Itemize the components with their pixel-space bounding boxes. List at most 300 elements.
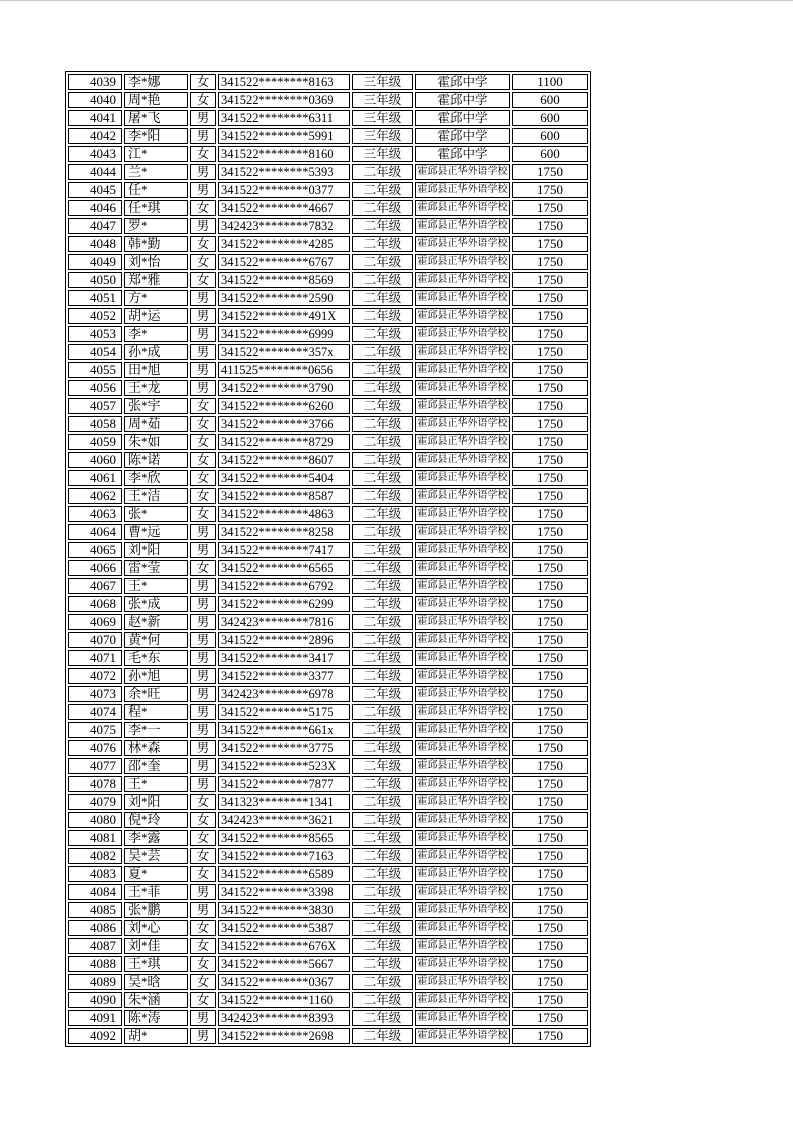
seq-cell: 4082: [68, 848, 122, 864]
gender-cell: 男: [190, 164, 216, 180]
seq-cell: 4085: [68, 902, 122, 918]
amount-cell: 1750: [512, 794, 588, 810]
gender-cell: 女: [190, 992, 216, 1008]
name-cell: 程*: [124, 704, 188, 720]
school-cell: 霍邱县正华外语学校: [415, 920, 510, 936]
seq-cell: 4066: [68, 560, 122, 576]
gender-cell: 女: [190, 866, 216, 882]
name-cell: 周*艳: [124, 92, 188, 108]
grade-cell: 二年级: [352, 218, 413, 234]
gender-cell: 女: [190, 938, 216, 954]
name-cell: 张*成: [124, 596, 188, 612]
seq-cell: 4063: [68, 506, 122, 522]
name-cell: 刘*阳: [124, 542, 188, 558]
grade-cell: 三年级: [352, 74, 413, 90]
gender-cell: 女: [190, 236, 216, 252]
school-cell: 霍邱县正华外语学校: [415, 992, 510, 1008]
school-cell: 霍邱县正华外语学校: [415, 632, 510, 648]
grade-cell: 二年级: [352, 326, 413, 342]
gender-cell: 男: [190, 884, 216, 900]
school-cell: 霍邱县正华外语学校: [415, 308, 510, 324]
amount-cell: 1750: [512, 398, 588, 414]
school-cell: 霍邱中学: [415, 146, 510, 162]
school-cell: 霍邱县正华外语学校: [415, 956, 510, 972]
gender-cell: 女: [190, 830, 216, 846]
name-cell: 倪*玲: [124, 812, 188, 828]
amount-cell: 600: [512, 92, 588, 108]
seq-cell: 4065: [68, 542, 122, 558]
amount-cell: 1750: [512, 578, 588, 594]
seq-cell: 4056: [68, 380, 122, 396]
seq-cell: 4046: [68, 200, 122, 216]
amount-cell: 1750: [512, 866, 588, 882]
amount-cell: 1750: [512, 1010, 588, 1026]
gender-cell: 男: [190, 290, 216, 306]
school-cell: 霍邱县正华外语学校: [415, 884, 510, 900]
gender-cell: 女: [190, 506, 216, 522]
id-number-cell: 341522********4285: [218, 236, 350, 252]
table-row: [68, 434, 588, 450]
seq-cell: 4047: [68, 218, 122, 234]
grade-cell: 二年级: [352, 488, 413, 504]
page-top-edge: [0, 0, 793, 1]
id-number-cell: 341522********676X: [218, 938, 350, 954]
school-cell: 霍邱县正华外语学校: [415, 200, 510, 216]
id-number-cell: 341522********6999: [218, 326, 350, 342]
school-cell: 霍邱县正华外语学校: [415, 182, 510, 198]
name-cell: 雷*莹: [124, 560, 188, 576]
amount-cell: 1750: [512, 992, 588, 1008]
gender-cell: 男: [190, 740, 216, 756]
school-cell: 霍邱县正华外语学校: [415, 1028, 510, 1044]
gender-cell: 男: [190, 614, 216, 630]
name-cell: 李*: [124, 326, 188, 342]
name-cell: 朱*涵: [124, 992, 188, 1008]
id-number-cell: 342423********8393: [218, 1010, 350, 1026]
id-number-cell: 341522********491X: [218, 308, 350, 324]
id-number-cell: 342423********3621: [218, 812, 350, 828]
id-number-cell: 341522********357x: [218, 344, 350, 360]
grade-cell: 二年级: [352, 380, 413, 396]
seq-cell: 4041: [68, 110, 122, 126]
table-row: [68, 884, 588, 900]
grade-cell: 二年级: [352, 956, 413, 972]
table-row: [68, 812, 588, 828]
name-cell: 李*露: [124, 830, 188, 846]
name-cell: 朱*如: [124, 434, 188, 450]
table-row: [68, 164, 588, 180]
grade-cell: 二年级: [352, 434, 413, 450]
amount-cell: 1750: [512, 236, 588, 252]
name-cell: 余*旺: [124, 686, 188, 702]
name-cell: 毛*东: [124, 650, 188, 666]
amount-cell: 1750: [512, 488, 588, 504]
gender-cell: 男: [190, 524, 216, 540]
amount-cell: 1750: [512, 182, 588, 198]
table-row: [68, 524, 588, 540]
gender-cell: 女: [190, 920, 216, 936]
seq-cell: 4087: [68, 938, 122, 954]
id-number-cell: 341522********0367: [218, 974, 350, 990]
school-cell: 霍邱县正华外语学校: [415, 974, 510, 990]
grade-cell: 二年级: [352, 992, 413, 1008]
name-cell: 黄*何: [124, 632, 188, 648]
table-row: [68, 182, 588, 198]
name-cell: 王*龙: [124, 380, 188, 396]
gender-cell: 女: [190, 848, 216, 864]
school-cell: 霍邱县正华外语学校: [415, 614, 510, 630]
seq-cell: 4076: [68, 740, 122, 756]
name-cell: 田*旭: [124, 362, 188, 378]
grade-cell: 二年级: [352, 938, 413, 954]
table-row: [68, 272, 588, 288]
table-row: [68, 848, 588, 864]
amount-cell: 1750: [512, 524, 588, 540]
amount-cell: 1750: [512, 938, 588, 954]
amount-cell: 1750: [512, 956, 588, 972]
id-number-cell: 341522********1160: [218, 992, 350, 1008]
seq-cell: 4090: [68, 992, 122, 1008]
name-cell: 罗*: [124, 218, 188, 234]
seq-cell: 4049: [68, 254, 122, 270]
table-row: [68, 128, 588, 144]
table-row: [68, 290, 588, 306]
id-number-cell: 341522********2698: [218, 1028, 350, 1044]
seq-cell: 4057: [68, 398, 122, 414]
gender-cell: 男: [190, 182, 216, 198]
school-cell: 霍邱县正华外语学校: [415, 524, 510, 540]
id-number-cell: 341522********8729: [218, 434, 350, 450]
grade-cell: 二年级: [352, 650, 413, 666]
school-cell: 霍邱县正华外语学校: [415, 776, 510, 792]
seq-cell: 4061: [68, 470, 122, 486]
amount-cell: 1750: [512, 758, 588, 774]
name-cell: 郑*雅: [124, 272, 188, 288]
id-number-cell: 341522********8163: [218, 74, 350, 90]
id-number-cell: 341522********523X: [218, 758, 350, 774]
table-row: [68, 1028, 588, 1044]
grade-cell: 二年级: [352, 830, 413, 846]
amount-cell: 1750: [512, 902, 588, 918]
school-cell: 霍邱县正华外语学校: [415, 1010, 510, 1026]
amount-cell: 1750: [512, 848, 588, 864]
school-cell: 霍邱县正华外语学校: [415, 758, 510, 774]
grade-cell: 二年级: [352, 560, 413, 576]
name-cell: 赵*新: [124, 614, 188, 630]
grade-cell: 三年级: [352, 92, 413, 108]
amount-cell: 1750: [512, 776, 588, 792]
grade-cell: 二年级: [352, 182, 413, 198]
gender-cell: 女: [190, 470, 216, 486]
amount-cell: 1750: [512, 218, 588, 234]
seq-cell: 4064: [68, 524, 122, 540]
name-cell: 方*: [124, 290, 188, 306]
grade-cell: 二年级: [352, 902, 413, 918]
seq-cell: 4039: [68, 74, 122, 90]
gender-cell: 男: [190, 650, 216, 666]
seq-cell: 4059: [68, 434, 122, 450]
id-number-cell: 341522********4667: [218, 200, 350, 216]
amount-cell: 600: [512, 146, 588, 162]
name-cell: 任*琪: [124, 200, 188, 216]
school-cell: 霍邱县正华外语学校: [415, 686, 510, 702]
gender-cell: 男: [190, 1028, 216, 1044]
amount-cell: 1750: [512, 308, 588, 324]
name-cell: 张*宇: [124, 398, 188, 414]
grade-cell: 二年级: [352, 1028, 413, 1044]
amount-cell: 1750: [512, 740, 588, 756]
amount-cell: 1750: [512, 290, 588, 306]
table-row: [68, 974, 588, 990]
table-row: [68, 146, 588, 162]
seq-cell: 4070: [68, 632, 122, 648]
school-cell: 霍邱县正华外语学校: [415, 344, 510, 360]
id-number-cell: 341522********6565: [218, 560, 350, 576]
amount-cell: 1750: [512, 164, 588, 180]
grade-cell: 二年级: [352, 308, 413, 324]
table-row: [68, 380, 588, 396]
id-number-cell: 341522********6299: [218, 596, 350, 612]
name-cell: 王*琪: [124, 956, 188, 972]
seq-cell: 4042: [68, 128, 122, 144]
school-cell: 霍邱县正华外语学校: [415, 902, 510, 918]
school-cell: 霍邱县正华外语学校: [415, 290, 510, 306]
grade-cell: 二年级: [352, 344, 413, 360]
grade-cell: 二年级: [352, 452, 413, 468]
gender-cell: 男: [190, 902, 216, 918]
table-row: [68, 776, 588, 792]
gender-cell: 女: [190, 488, 216, 504]
school-cell: 霍邱县正华外语学校: [415, 848, 510, 864]
id-number-cell: 341522********3417: [218, 650, 350, 666]
id-number-cell: 342423********7816: [218, 614, 350, 630]
school-cell: 霍邱中学: [415, 92, 510, 108]
name-cell: 王*菲: [124, 884, 188, 900]
seq-cell: 4055: [68, 362, 122, 378]
gender-cell: 男: [190, 722, 216, 738]
school-cell: 霍邱县正华外语学校: [415, 380, 510, 396]
id-number-cell: 341323********1341: [218, 794, 350, 810]
school-cell: 霍邱县正华外语学校: [415, 578, 510, 594]
seq-cell: 4062: [68, 488, 122, 504]
table-row: [68, 578, 588, 594]
seq-cell: 4068: [68, 596, 122, 612]
grade-cell: 二年级: [352, 740, 413, 756]
table-row: [68, 416, 588, 432]
seq-cell: 4088: [68, 956, 122, 972]
seq-cell: 4040: [68, 92, 122, 108]
grade-cell: 二年级: [352, 1010, 413, 1026]
grade-cell: 二年级: [352, 236, 413, 252]
gender-cell: 男: [190, 704, 216, 720]
student-roster-table: [65, 71, 591, 1047]
school-cell: 霍邱县正华外语学校: [415, 452, 510, 468]
grade-cell: 二年级: [352, 974, 413, 990]
school-cell: 霍邱中学: [415, 74, 510, 90]
amount-cell: 1750: [512, 326, 588, 342]
id-number-cell: 341522********0369: [218, 92, 350, 108]
table-row: [68, 74, 588, 90]
table-body: [68, 74, 588, 1044]
id-number-cell: 341522********3775: [218, 740, 350, 756]
amount-cell: 1750: [512, 452, 588, 468]
table-row: [68, 110, 588, 126]
school-cell: 霍邱中学: [415, 110, 510, 126]
id-number-cell: 341522********8569: [218, 272, 350, 288]
grade-cell: 二年级: [352, 848, 413, 864]
seq-cell: 4048: [68, 236, 122, 252]
amount-cell: 1750: [512, 668, 588, 684]
school-cell: 霍邱县正华外语学校: [415, 362, 510, 378]
name-cell: 刘*心: [124, 920, 188, 936]
id-number-cell: 341522********5667: [218, 956, 350, 972]
id-number-cell: 341522********3398: [218, 884, 350, 900]
grade-cell: 二年级: [352, 506, 413, 522]
amount-cell: 1750: [512, 416, 588, 432]
amount-cell: 600: [512, 110, 588, 126]
amount-cell: 1750: [512, 560, 588, 576]
name-cell: 任*: [124, 182, 188, 198]
amount-cell: 1750: [512, 434, 588, 450]
gender-cell: 男: [190, 128, 216, 144]
school-cell: 霍邱县正华外语学校: [415, 794, 510, 810]
name-cell: 邵*奎: [124, 758, 188, 774]
table-row: [68, 938, 588, 954]
school-cell: 霍邱县正华外语学校: [415, 560, 510, 576]
name-cell: 刘*佳: [124, 938, 188, 954]
id-number-cell: 342423********6978: [218, 686, 350, 702]
id-number-cell: 341522********8160: [218, 146, 350, 162]
amount-cell: 1750: [512, 830, 588, 846]
seq-cell: 4080: [68, 812, 122, 828]
gender-cell: 女: [190, 794, 216, 810]
table-row: [68, 362, 588, 378]
school-cell: 霍邱县正华外语学校: [415, 830, 510, 846]
gender-cell: 女: [190, 812, 216, 828]
grade-cell: 二年级: [352, 290, 413, 306]
id-number-cell: 341522********2590: [218, 290, 350, 306]
name-cell: 兰*: [124, 164, 188, 180]
school-cell: 霍邱县正华外语学校: [415, 704, 510, 720]
school-cell: 霍邱县正华外语学校: [415, 542, 510, 558]
amount-cell: 1750: [512, 884, 588, 900]
grade-cell: 二年级: [352, 254, 413, 270]
gender-cell: 男: [190, 344, 216, 360]
name-cell: 李*欣: [124, 470, 188, 486]
grade-cell: 二年级: [352, 884, 413, 900]
table-row: [68, 452, 588, 468]
gender-cell: 女: [190, 974, 216, 990]
school-cell: 霍邱县正华外语学校: [415, 470, 510, 486]
name-cell: 陈*涛: [124, 1010, 188, 1026]
table-row: [68, 632, 588, 648]
grade-cell: 二年级: [352, 470, 413, 486]
table-row: [68, 200, 588, 216]
grade-cell: 二年级: [352, 704, 413, 720]
table-row: [68, 236, 588, 252]
name-cell: 王*: [124, 578, 188, 594]
name-cell: 吴*晗: [124, 974, 188, 990]
grade-cell: 二年级: [352, 614, 413, 630]
table-row: [68, 992, 588, 1008]
amount-cell: 1750: [512, 650, 588, 666]
amount-cell: 1750: [512, 506, 588, 522]
table-row: [68, 488, 588, 504]
table-row: [68, 956, 588, 972]
name-cell: 夏*: [124, 866, 188, 882]
gender-cell: 男: [190, 362, 216, 378]
name-cell: 张*鹏: [124, 902, 188, 918]
school-cell: 霍邱县正华外语学校: [415, 650, 510, 666]
table-row: [68, 308, 588, 324]
id-number-cell: 341522********6767: [218, 254, 350, 270]
school-cell: 霍邱县正华外语学校: [415, 272, 510, 288]
school-cell: 霍邱县正华外语学校: [415, 506, 510, 522]
table-row: [68, 902, 588, 918]
name-cell: 陈*诺: [124, 452, 188, 468]
amount-cell: 1750: [512, 812, 588, 828]
id-number-cell: 341522********8607: [218, 452, 350, 468]
seq-cell: 4054: [68, 344, 122, 360]
grade-cell: 二年级: [352, 632, 413, 648]
id-number-cell: 341522********8587: [218, 488, 350, 504]
school-cell: 霍邱县正华外语学校: [415, 164, 510, 180]
seq-cell: 4058: [68, 416, 122, 432]
amount-cell: 1750: [512, 686, 588, 702]
amount-cell: 1750: [512, 272, 588, 288]
amount-cell: 1750: [512, 632, 588, 648]
grade-cell: 二年级: [352, 920, 413, 936]
amount-cell: 1750: [512, 722, 588, 738]
grade-cell: 三年级: [352, 110, 413, 126]
seq-cell: 4081: [68, 830, 122, 846]
gender-cell: 女: [190, 146, 216, 162]
grade-cell: 二年级: [352, 164, 413, 180]
seq-cell: 4074: [68, 704, 122, 720]
seq-cell: 4075: [68, 722, 122, 738]
gender-cell: 女: [190, 272, 216, 288]
amount-cell: 1750: [512, 542, 588, 558]
seq-cell: 4044: [68, 164, 122, 180]
amount-cell: 1750: [512, 470, 588, 486]
name-cell: 李*阳: [124, 128, 188, 144]
table-row: [68, 650, 588, 666]
amount-cell: 1750: [512, 920, 588, 936]
table-row: [68, 830, 588, 846]
name-cell: 刘*阳: [124, 794, 188, 810]
seq-cell: 4078: [68, 776, 122, 792]
id-number-cell: 341522********5393: [218, 164, 350, 180]
table-row: [68, 614, 588, 630]
id-number-cell: 341522********3790: [218, 380, 350, 396]
seq-cell: 4089: [68, 974, 122, 990]
name-cell: 韩*勤: [124, 236, 188, 252]
seq-cell: 4073: [68, 686, 122, 702]
gender-cell: 男: [190, 686, 216, 702]
id-number-cell: 341522********4863: [218, 506, 350, 522]
gender-cell: 男: [190, 758, 216, 774]
grade-cell: 二年级: [352, 866, 413, 882]
id-number-cell: 411525********0656: [218, 362, 350, 378]
amount-cell: 600: [512, 128, 588, 144]
gender-cell: 女: [190, 416, 216, 432]
grade-cell: 二年级: [352, 200, 413, 216]
gender-cell: 男: [190, 218, 216, 234]
table-row: [68, 92, 588, 108]
table-row: [68, 542, 588, 558]
gender-cell: 男: [190, 632, 216, 648]
school-cell: 霍邱县正华外语学校: [415, 434, 510, 450]
